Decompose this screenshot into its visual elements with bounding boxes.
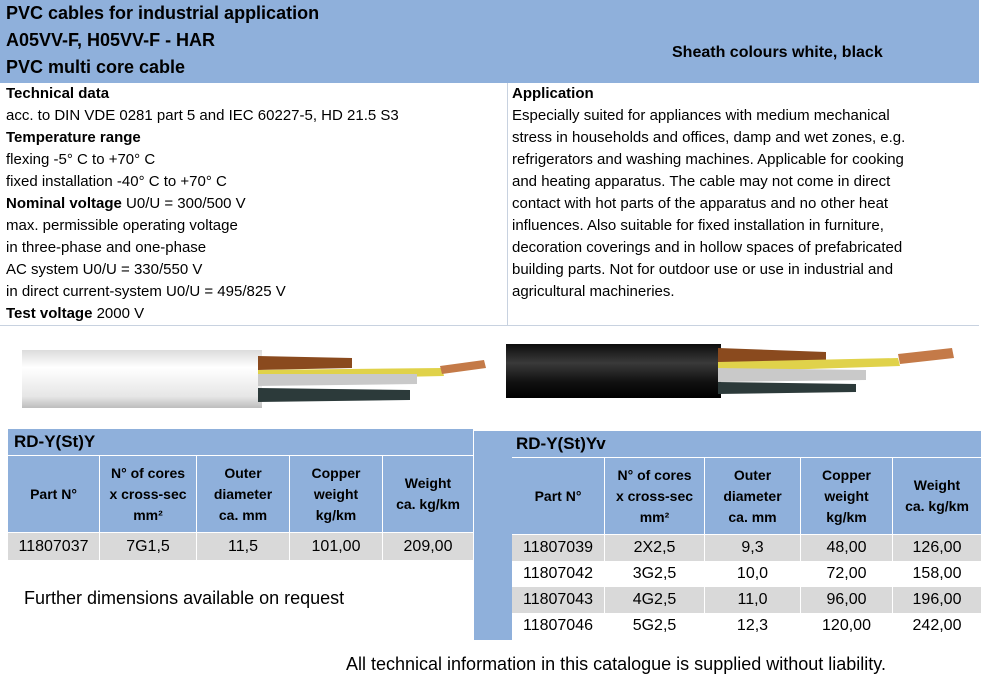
application-line: influences. Also suitable for fixed installation in furniture, bbox=[512, 217, 884, 234]
table-rd-y-st-yv bbox=[474, 431, 981, 640]
table-cell: 7G1,5 bbox=[100, 533, 196, 560]
nominal-voltage-value: U0/U = 300/500 V bbox=[121, 195, 246, 212]
application-line: refrigerators and washing machines. Applicable for cooking bbox=[512, 151, 904, 168]
col-header-part: Part N° bbox=[512, 458, 604, 534]
header-text: Weight bbox=[913, 477, 961, 493]
table-cell: 5G2,5 bbox=[632, 617, 677, 634]
col-header-outer bbox=[197, 456, 289, 532]
table-cell: 12,3 bbox=[736, 617, 769, 634]
header-text: x cross-sec bbox=[109, 485, 187, 502]
table-title: RD-Y(St)Yv bbox=[474, 431, 981, 457]
header-text: N° of cores bbox=[110, 464, 186, 481]
white-cable-image bbox=[22, 344, 488, 414]
header-text: ca. mm bbox=[218, 506, 268, 523]
table-cell: 11,5 bbox=[197, 533, 289, 560]
table-cell: 196,00 bbox=[893, 587, 981, 613]
table-cell: 9,3 bbox=[705, 535, 800, 561]
col-header-cores bbox=[100, 456, 196, 532]
header-text: mm² bbox=[639, 508, 670, 525]
header-text: ca. kg/km bbox=[396, 496, 460, 512]
header-banner bbox=[0, 0, 979, 83]
application-line: Especially suited for appliances with medium mechanical bbox=[512, 107, 890, 124]
table-cell: 96,00 bbox=[801, 587, 892, 613]
header-text: Outer bbox=[224, 464, 262, 481]
application-heading: Application bbox=[512, 85, 594, 102]
max-voltage-line-1: max. permissible operating voltage bbox=[6, 217, 238, 234]
table-cell: 2X2,5 bbox=[605, 535, 704, 561]
header-text: Outer bbox=[733, 466, 772, 483]
col-header-weight bbox=[383, 456, 473, 532]
header-text: weight bbox=[313, 485, 359, 502]
test-voltage-line bbox=[6, 303, 144, 325]
title-line-1: PVC cables for industrial application bbox=[6, 3, 320, 23]
header-text: kg/km bbox=[826, 508, 867, 525]
col-header-copper bbox=[290, 456, 382, 532]
application-line: contact with hot parts of the apparatus and no other heat bbox=[512, 195, 889, 212]
table-cell: 11807037 bbox=[8, 533, 99, 560]
header-text: Copper bbox=[311, 464, 361, 481]
further-dimensions-note: Further dimensions available on request bbox=[24, 588, 345, 608]
table-cell: 242,00 bbox=[912, 617, 962, 634]
nominal-voltage-line bbox=[6, 193, 246, 215]
title-line-3: PVC multi core cable bbox=[6, 57, 186, 77]
application-line: agricultural machineries. bbox=[512, 283, 675, 300]
table-cell: 120,00 bbox=[822, 617, 871, 634]
table-cell: 11807046 bbox=[523, 617, 593, 634]
application-line: decoration coverings and in hollow spaces of prefabricated bbox=[512, 239, 903, 256]
flexing-line: flexing -5° C to +70° C bbox=[6, 151, 156, 168]
table-cell: 11,0 bbox=[705, 587, 800, 613]
table-rd-y-st-y bbox=[8, 429, 473, 561]
title-line-2: A05VV-F, H05VV-F - HAR bbox=[6, 30, 216, 50]
table-cell: 11807042 bbox=[523, 565, 593, 582]
application-panel bbox=[508, 83, 979, 326]
test-voltage-label: Test voltage bbox=[6, 305, 93, 322]
sheath-colours: Sheath colours white, black bbox=[672, 44, 883, 61]
header-text: weight bbox=[824, 487, 869, 504]
table-cell: 3G2,5 bbox=[632, 565, 677, 582]
col-header-cores bbox=[605, 458, 704, 534]
table-title: RD-Y(St)Y bbox=[8, 429, 473, 455]
header-text: kg/km bbox=[315, 506, 357, 523]
table-cell: 11807039 bbox=[512, 535, 604, 561]
table-cell: 11807043 bbox=[512, 587, 604, 613]
col-header-weight bbox=[893, 458, 981, 534]
table-cell: 101,00 bbox=[290, 533, 382, 560]
technical-data-panel bbox=[0, 83, 508, 326]
max-voltage-line-2: in three-phase and one-phase bbox=[6, 239, 207, 256]
header-text: ca. kg/km bbox=[905, 498, 969, 514]
nominal-voltage-label: Nominal voltage bbox=[6, 195, 122, 212]
technical-heading: Technical data bbox=[6, 85, 110, 102]
header-text: ca. mm bbox=[728, 508, 777, 525]
header-text: Copper bbox=[822, 466, 871, 483]
application-line: building parts. Not for outdoor use or use in industrial and bbox=[512, 261, 894, 278]
header-text: N° of cores bbox=[617, 466, 692, 483]
header-text: diameter bbox=[213, 485, 273, 502]
table-cell: 72,00 bbox=[826, 565, 867, 582]
table-cell: 4G2,5 bbox=[605, 587, 704, 613]
temperature-heading: Temperature range bbox=[6, 129, 141, 146]
max-voltage-line-3: AC system U0/U = 330/550 V bbox=[6, 261, 203, 278]
table-side-bar bbox=[474, 431, 512, 640]
table-cell: 158,00 bbox=[912, 565, 962, 582]
standards-line: acc. to DIN VDE 0281 part 5 and IEC 60227-5, HD 21.5 S3 bbox=[6, 107, 399, 124]
table-cell: 48,00 bbox=[801, 535, 892, 561]
col-header-outer bbox=[705, 458, 800, 534]
header-text: x cross-sec bbox=[615, 487, 694, 504]
col-header-copper bbox=[801, 458, 892, 534]
max-voltage-line-4: in direct current-system U0/U = 495/825 V bbox=[6, 283, 286, 300]
fixed-line: fixed installation -40° C to +70° C bbox=[6, 173, 227, 190]
header-text: diameter bbox=[723, 487, 782, 504]
application-line: and heating apparatus. The cable may not come in direct bbox=[512, 173, 891, 190]
col-header-part: Part N° bbox=[8, 456, 99, 532]
header-text: Weight bbox=[404, 475, 452, 491]
test-voltage-value: 2000 V bbox=[92, 305, 145, 322]
table-cell: 10,0 bbox=[736, 565, 769, 582]
black-cable-image bbox=[506, 340, 956, 406]
application-line: stress in households and offices, damp and wet zones, e.g. bbox=[512, 129, 906, 146]
table-cell: 209,00 bbox=[383, 533, 473, 560]
table-cell: 126,00 bbox=[893, 535, 981, 561]
liability-note: All technical information in this catalogue is supplied without liability. bbox=[346, 654, 886, 674]
header-text: mm² bbox=[133, 506, 163, 523]
